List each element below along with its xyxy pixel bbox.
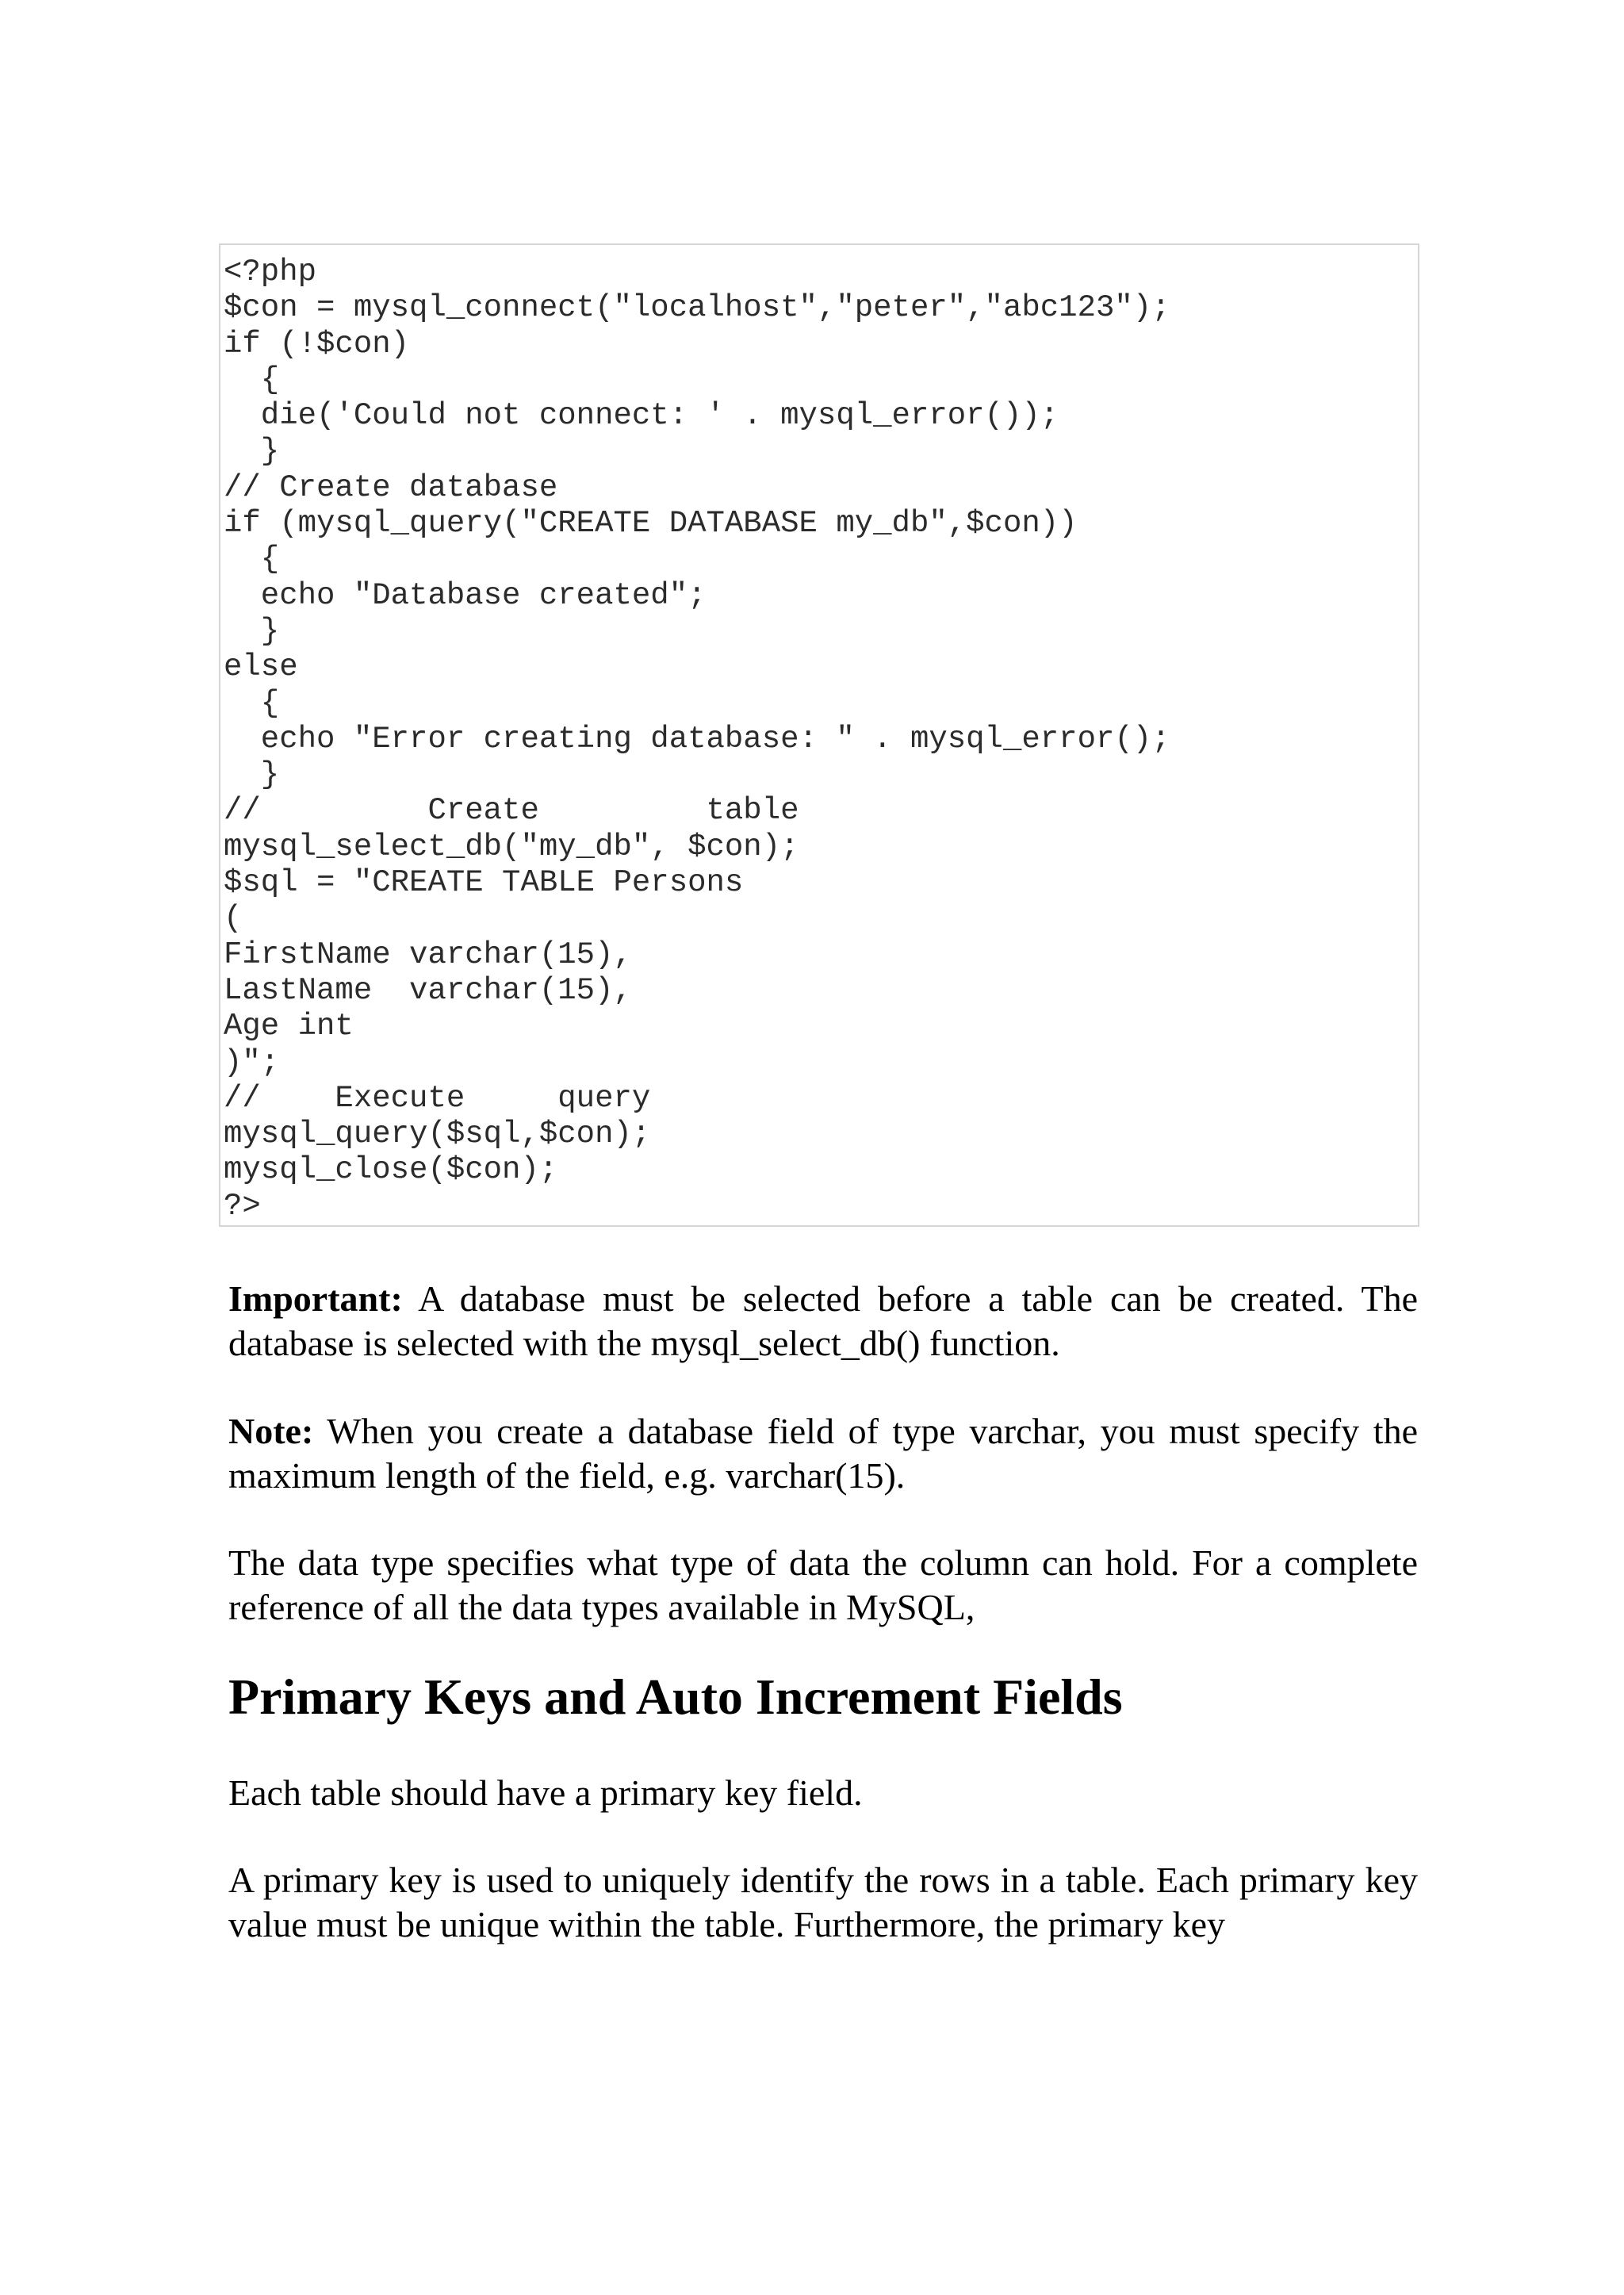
- code-line: if (mysql_query("CREATE DATABASE my_db",$con)): [224, 506, 1078, 542]
- code-line: $sql = "CREATE TABLE Persons: [224, 865, 744, 901]
- code-line: )";: [224, 1044, 280, 1080]
- data-type-paragraph: The data type specifies what type of data the column can hold. For a complete reference of all the data types available in MySQL,: [228, 1542, 1418, 1627]
- code-line: ?>: [224, 1188, 261, 1224]
- code-line: (: [224, 901, 243, 937]
- important-paragraph: [228, 1277, 1418, 1366]
- code-line: Age int: [224, 1009, 354, 1044]
- code-line: $con = mysql_connect("localhost","peter","abc123");: [224, 290, 1170, 326]
- note-label: Note:: [228, 1411, 314, 1451]
- code-line: // Create database: [224, 469, 558, 505]
- code-line: // Execute query: [224, 1080, 651, 1116]
- code-line: else: [224, 649, 298, 685]
- section-heading: Primary Keys and Auto Increment Fields: [228, 1669, 1123, 1725]
- code-line: mysql_close($con);: [224, 1152, 558, 1188]
- primary-key-detail-paragraph: A primary key is used to uniquely identify the rows in a table. Each primary key value must be unique within the table. Furthermore, the primary key: [228, 1860, 1418, 1944]
- code-line: if (!$con): [224, 326, 410, 362]
- code-line: }: [224, 757, 280, 793]
- code-line: FirstName varchar(15),: [224, 937, 632, 972]
- php-code-block: [219, 243, 1419, 1227]
- code-line: echo "Error creating database: " . mysql_error();: [224, 721, 1170, 757]
- code-line: {: [224, 685, 280, 721]
- code-line: }: [224, 434, 280, 469]
- important-label: Important:: [228, 1278, 403, 1319]
- code-line: echo "Database created";: [224, 577, 707, 613]
- code-line: LastName varchar(15),: [224, 972, 632, 1008]
- code-line: mysql_select_db("my_db", $con);: [224, 829, 799, 864]
- code-line: mysql_query($sql,$con);: [224, 1117, 651, 1152]
- code-line: {: [224, 542, 280, 577]
- primary-key-intro-paragraph: Each table should have a primary key field.: [228, 1772, 863, 1813]
- important-text: A database must be selected before a table can be created. The database is selected with the mysql_select_db() function.: [228, 1278, 1418, 1363]
- code-line: // Create table: [224, 793, 799, 829]
- code-line: }: [224, 613, 280, 649]
- code-line: die('Could not connect: ' . mysql_error());: [224, 398, 1059, 434]
- note-paragraph: [228, 1409, 1418, 1498]
- code-line: {: [224, 362, 280, 397]
- code-line: <?php: [224, 255, 317, 289]
- note-text: When you create a database field of type varchar, you must specify the maximum length of the field, e.g. varchar(15).: [228, 1411, 1418, 1496]
